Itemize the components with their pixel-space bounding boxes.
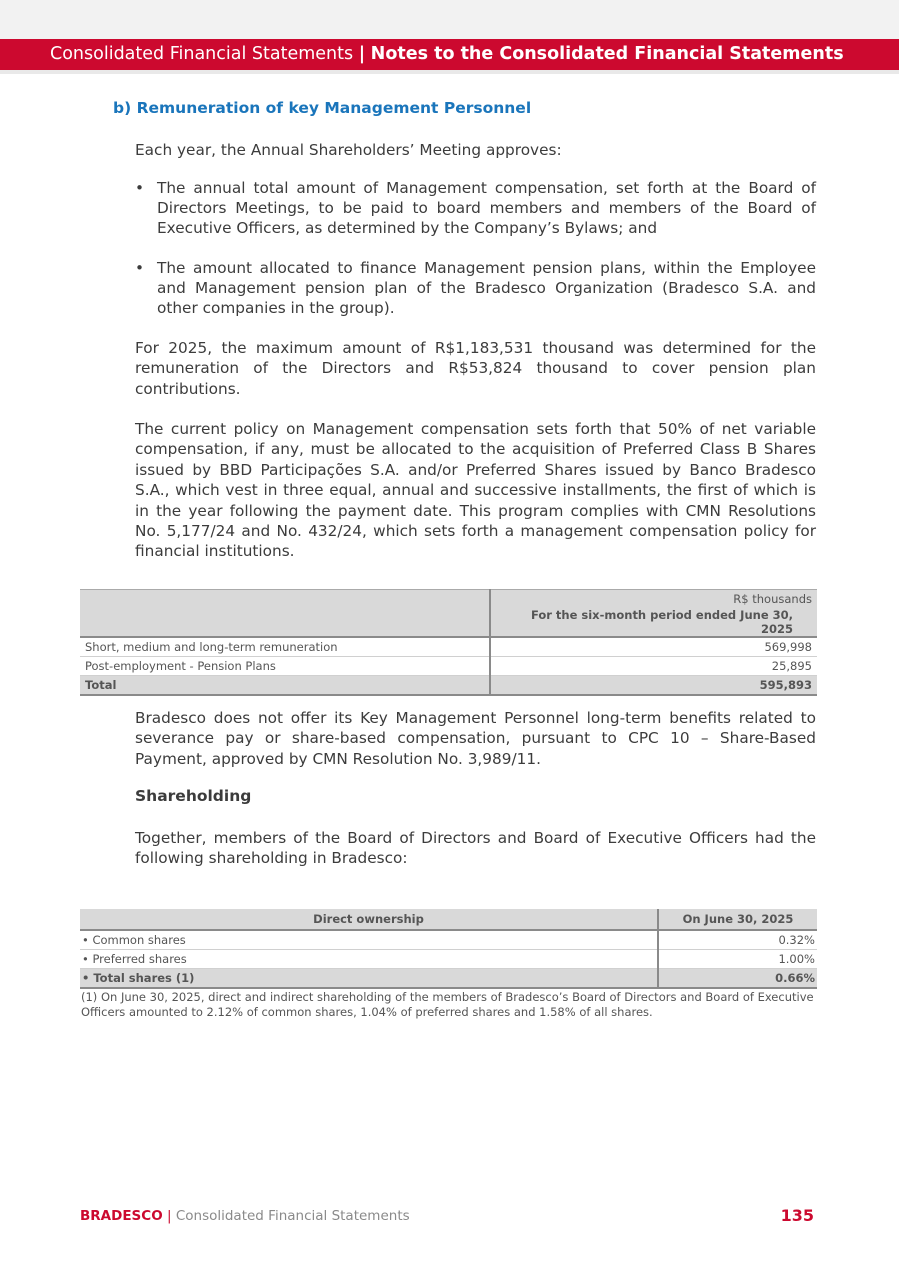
row-label: • Preferred shares [80, 950, 658, 969]
banner-subsection: Notes to the Consolidated Financial Statements [370, 44, 844, 64]
paragraph-benefits: Bradesco does not offer its Key Management Personnel long-term benefits related to severance pay or share-based compensation, pursuant to CPC 10 – Share-Based Payment, approved by CMN Resolution No. 3,989/11. [135, 709, 816, 768]
row-value: 25,895 [490, 657, 817, 676]
period-label: For the six-month period ended June 30, 2025 [490, 608, 817, 637]
table-header-row [80, 608, 817, 637]
row-label: Post-employment - Pension Plans [80, 657, 490, 676]
total-value: 0.66% [658, 969, 817, 989]
total-value: 595,893 [490, 676, 817, 696]
total-row [80, 969, 817, 989]
bullet-item [135, 178, 816, 238]
intro-paragraph: Each year, the Annual Shareholders’ Meeting approves: [135, 141, 562, 159]
header-empty-cell [80, 608, 490, 637]
column-header: On June 30, 2025 [658, 909, 817, 930]
table-header-row [80, 590, 817, 609]
row-label: Short, medium and long-term remuneration [80, 637, 490, 657]
bullet-text: The annual total amount of Management compensation, set forth at the Board of Directors Meetings, to be paid to board members and members of the Board of Executive Officers, as determined by the Company’s Bylaws; and [157, 179, 816, 237]
header-empty-cell [80, 590, 490, 609]
table-row [80, 657, 817, 676]
row-value: 1.00% [658, 950, 817, 969]
page-footer [80, 1208, 410, 1224]
column-header: Direct ownership [80, 909, 658, 930]
footer-separator: | [166, 1208, 172, 1224]
shareholding-heading: Shareholding [135, 787, 252, 805]
table-footnote: (1) On June 30, 2025, direct and indirect shareholding of the members of Bradesco’s Board of Directors and Board of Executive Officers amounted to 2.12% of common shares, 1.04% of preferred shares and 1.58% of all shares. [81, 990, 814, 1019]
banner-section: Consolidated Financial Statements [50, 44, 354, 64]
bullet-item [135, 258, 816, 318]
banner-separator: | [358, 44, 366, 64]
paragraph-2025-amount: For 2025, the maximum amount of R$1,183,531 thousand was determined for the remuneration of the Directors and R$53,824 thousand to cover pension plan contributions. [135, 339, 816, 398]
bullet-icon: • [135, 259, 145, 277]
shareholding-table [80, 909, 817, 989]
remuneration-table [80, 589, 817, 696]
table-row [80, 930, 817, 950]
table-row [80, 637, 817, 657]
page-number: 135 [780, 1206, 814, 1225]
bullet-text: The amount allocated to finance Management pension plans, within the Employee and Management pension plan of the Bradesco Organization (Bradesco S.A. and other companies in the group). [157, 259, 816, 317]
section-banner [0, 39, 899, 74]
section-heading: b) Remuneration of key Management Personnel [113, 99, 532, 117]
footer-brand: BRADESCO [80, 1208, 163, 1224]
top-margin [0, 0, 899, 39]
paragraph-shareholding: Together, members of the Board of Directors and Board of Executive Officers had the following shareholding in Bradesco: [135, 829, 816, 868]
bullet-icon: • [135, 179, 145, 197]
paragraph-compensation-policy: The current policy on Management compensation sets forth that 50% of net variable compensation, if any, must be allocated to the acquisition of Preferred Class B Shares issued by BBD Participações S.A. and/or Preferred Shares issued by Banco Bradesco S.A., which vest in three equal, annual and successive installments, the first of which is in the year following the payment date. This program complies with CMN Resolutions No. 5,177/24 and No. 432/24, which sets forth a management compensation policy for financial institutions. [135, 420, 816, 561]
row-value: 0.32% [658, 930, 817, 950]
row-label: • Common shares [80, 930, 658, 950]
total-label: • Total shares (1) [80, 969, 658, 989]
total-row [80, 676, 817, 696]
table-header-row [80, 909, 817, 930]
table-row [80, 950, 817, 969]
row-value: 569,998 [490, 637, 817, 657]
total-label: Total [80, 676, 490, 696]
footer-title: Consolidated Financial Statements [175, 1208, 410, 1224]
unit-label: R$ thousands [490, 590, 817, 609]
